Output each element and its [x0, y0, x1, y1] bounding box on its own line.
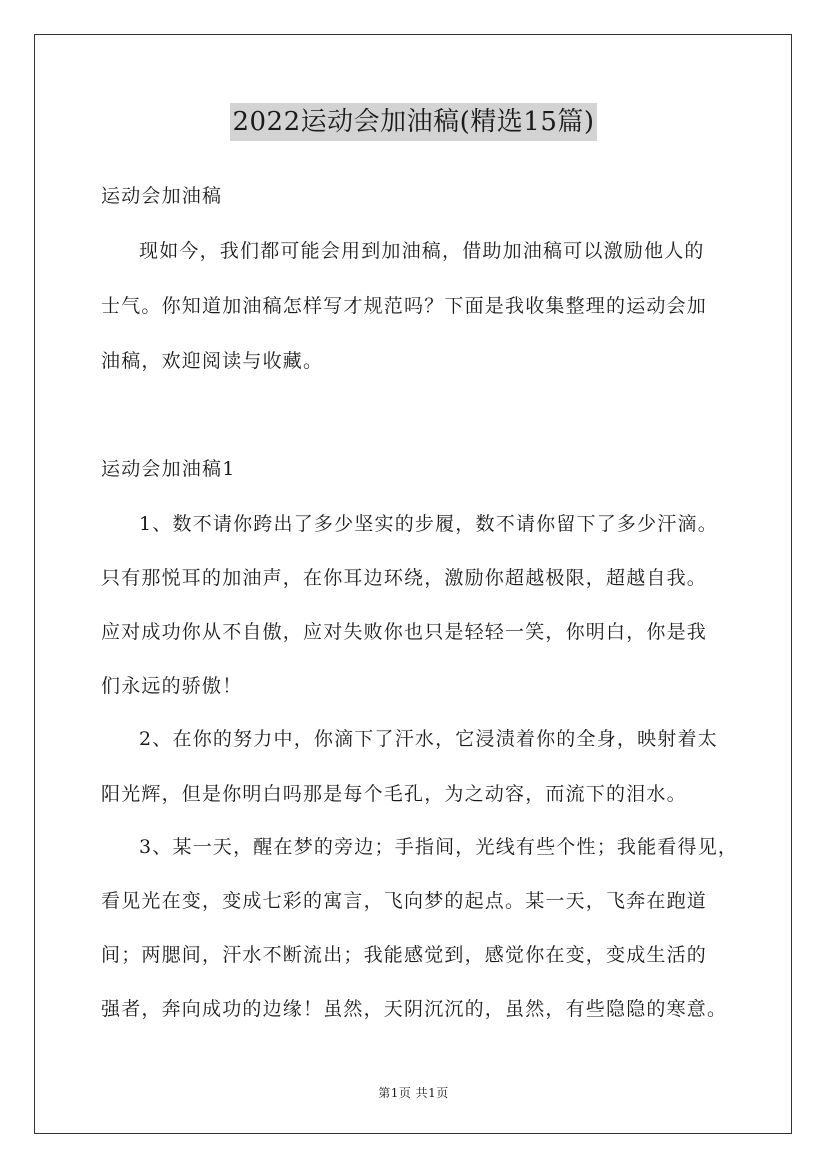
intro-heading: 运动会加油稿: [101, 185, 223, 207]
intro-line: 现如今，我们都可能会用到加油稿，借助加油稿可以激励他人的: [139, 240, 705, 262]
intro-line: 士气。你知道加油稿怎样写才规范吗？下面是我收集整理的运动会加: [101, 295, 708, 317]
paragraph-line: 强者，奔向成功的边缘！虽然，天阴沉沉的，虽然，有些隐隐的寒意。: [101, 998, 728, 1020]
intro-line: 油稿，欢迎阅读与收藏。: [101, 350, 324, 372]
title-container: [0, 103, 827, 141]
paragraph-line: 3、某一天，醒在梦的旁边；手指间，光线有些个性；我能看得见，: [139, 836, 739, 858]
document-title: 2022运动会加油稿(精选15篇): [230, 103, 596, 141]
paragraph-line: 间；两腮间，汗水不断流出；我能感觉到，感觉你在变，变成生活的: [101, 944, 708, 966]
section-heading: 运动会加油稿1: [101, 458, 236, 480]
paragraph-line: 们永远的骄傲！: [101, 675, 243, 697]
paragraph-line: 2、在你的努力中，你滴下了汗水，它浸渍着你的全身，映射着太: [139, 728, 718, 750]
paragraph-line: 1、数不请你跨出了多少坚实的步履，数不请你留下了多少汗滴。: [139, 513, 718, 535]
page-footer: 第1页 共1页: [378, 1086, 449, 1100]
paragraph-line: 阳光辉，但是你明白吗那是每个毛孔，为之动容，而流下的泪水。: [101, 783, 687, 805]
paragraph-line: 应对成功你从不自傲，应对失败你也只是轻轻一笑，你明白，你是我: [101, 621, 708, 643]
paragraph-line: 只有那悦耳的加油声，在你耳边环绕，激励你超越极限，超越自我。: [101, 567, 708, 589]
paragraph-line: 看见光在变，变成七彩的寓言，飞向梦的起点。某一天，飞奔在跑道: [101, 890, 708, 912]
